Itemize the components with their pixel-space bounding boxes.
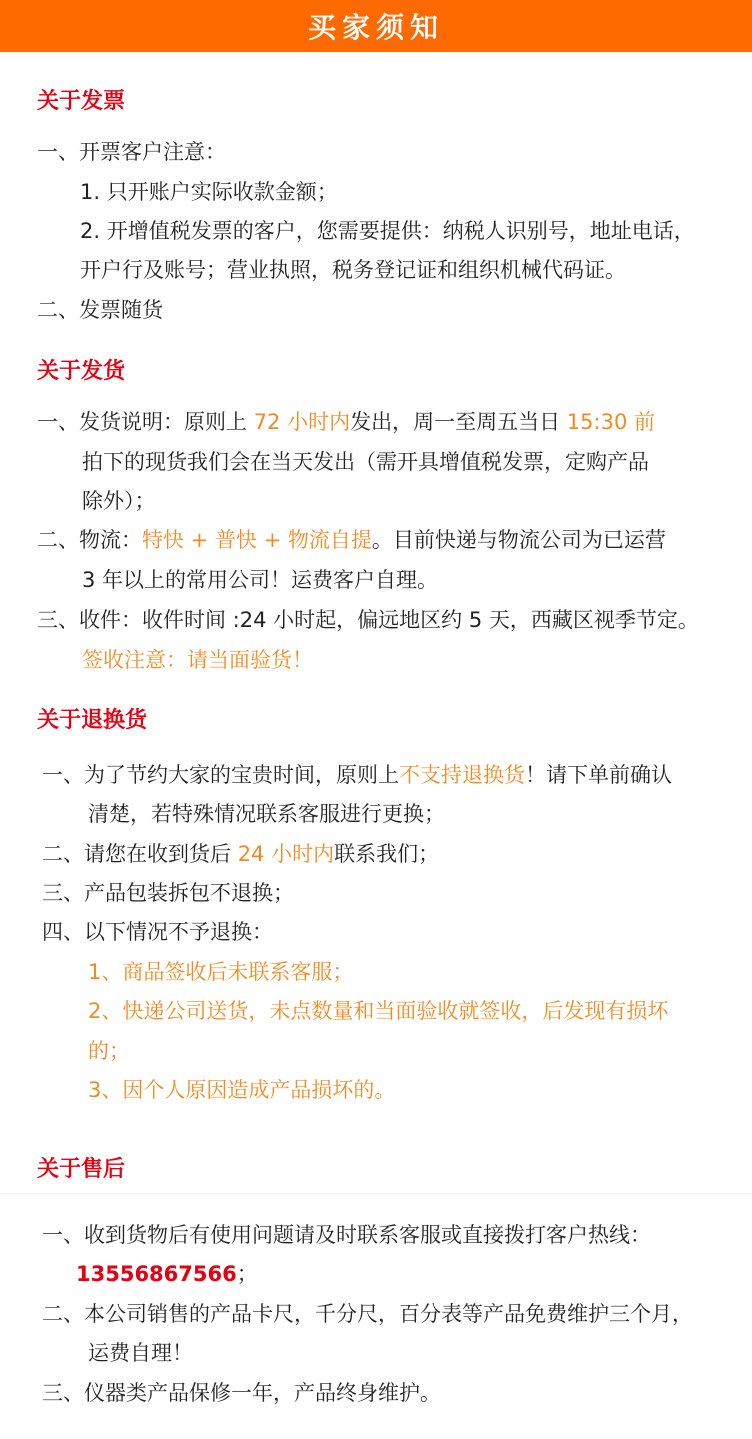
returns-condition-1: 1、商品签收后未联系客服； [88,960,354,984]
returns-condition-3: 3、因个人原因造成产品损坏的。 [88,1078,396,1102]
section-title-returns: 关于退换货 [37,708,148,733]
returns-item1-line1 [42,760,672,790]
returns-item1-text-a: 一、为了节约大家的宝贵时间，原则上 [42,763,399,787]
page-title: 买家须知 [307,11,444,44]
aftersales-item2-line1: 二、本公司销售的产品卡尺，千分尺，百分表等产品免费维护三个月， [42,1302,693,1326]
shipping-item3-line1: 三、收件：收件时间 :24 小时起，偏远地区约 5 天，西藏区视季节定。 [37,608,699,632]
invoice-item1-sub2-line2: 开户行及账号；营业执照，税务登记证和组织机械代码证。 [80,258,626,282]
section-title-aftersales: 关于售后 [37,1157,126,1182]
shipping-item2-line2: 3 年以上的常用公司！运费客户自理。 [82,568,439,592]
shipping-item1-line1 [37,407,655,437]
shipping-item1-line3: 除外）； [82,489,156,513]
returns-item4: 四、以下情况不予退换： [42,920,273,944]
aftersales-item2-line2: 运费自理！ [88,1341,193,1365]
returns-item2-text-a: 二、请您在收到货后 [42,842,238,866]
section-title-shipping: 关于发货 [37,359,126,384]
returns-item2-text-b: 联系我们； [334,842,440,866]
aftersales-item3: 三、仪器类产品保修一年，产品终身维护。 [42,1381,441,1405]
shipping-item1-text-b: 发出，周一至周五当日 [350,410,567,434]
shipping-highlight-cutoff: 15:30 前 [566,410,655,434]
shipping-item2-text-a: 二、物流： [37,528,142,552]
invoice-item1-sub1: 1. 只开账户实际收款金额； [80,180,338,204]
shipping-highlight-72h: 72 小时内 [253,410,351,434]
shipping-highlight-logistics: 特快 + 普快 + 物流自提 [142,528,372,552]
shipping-item2-text-b: 。目前快递与物流公司为已运营 [371,528,666,552]
returns-condition-2-line2: 的； [88,1039,130,1063]
returns-item1-text-b: ！请下单前确认 [525,763,672,787]
returns-highlight-24h: 24 小时内 [237,842,335,866]
returns-item1-line2: 清楚，若特殊情况联系客服进行更换； [88,802,445,826]
invoice-item2: 二、发票随货 [37,298,163,322]
shipping-item3-line2: 签收注意：请当面验货！ [82,648,313,672]
hotline-suffix: ； [236,1262,258,1286]
header-banner [0,0,752,52]
hotline-number: 13556867566 [76,1262,237,1286]
aftersales-item1-line1: 一、收到货物后有使用问题请及时联系客服或直接拨打客户热线： [42,1223,651,1247]
invoice-item1-sub2-line1: 2. 开增值税发票的客户，您需要提供：纳税人识别号，地址电话， [80,219,695,243]
invoice-item1-head: 一、开票客户注意： [37,140,226,164]
returns-item3: 三、产品包装拆包不退换； [42,881,294,905]
section-divider [0,1193,752,1194]
aftersales-hotline-line [76,1259,258,1289]
section-title-invoice: 关于发票 [37,89,126,114]
shipping-item2-line1 [37,525,666,555]
returns-condition-2-line1: 2、快递公司送货，未点数量和当面验收就签收，后发现有损坏 [88,999,669,1023]
returns-highlight-no-returns: 不支持退换货 [399,763,525,787]
shipping-item1-line2: 拍下的现货我们会在当天发出（需开具增值税发票，定购产品 [82,450,649,474]
returns-item2 [42,839,439,869]
shipping-item1-text-a: 一、发货说明：原则上 [37,410,254,434]
